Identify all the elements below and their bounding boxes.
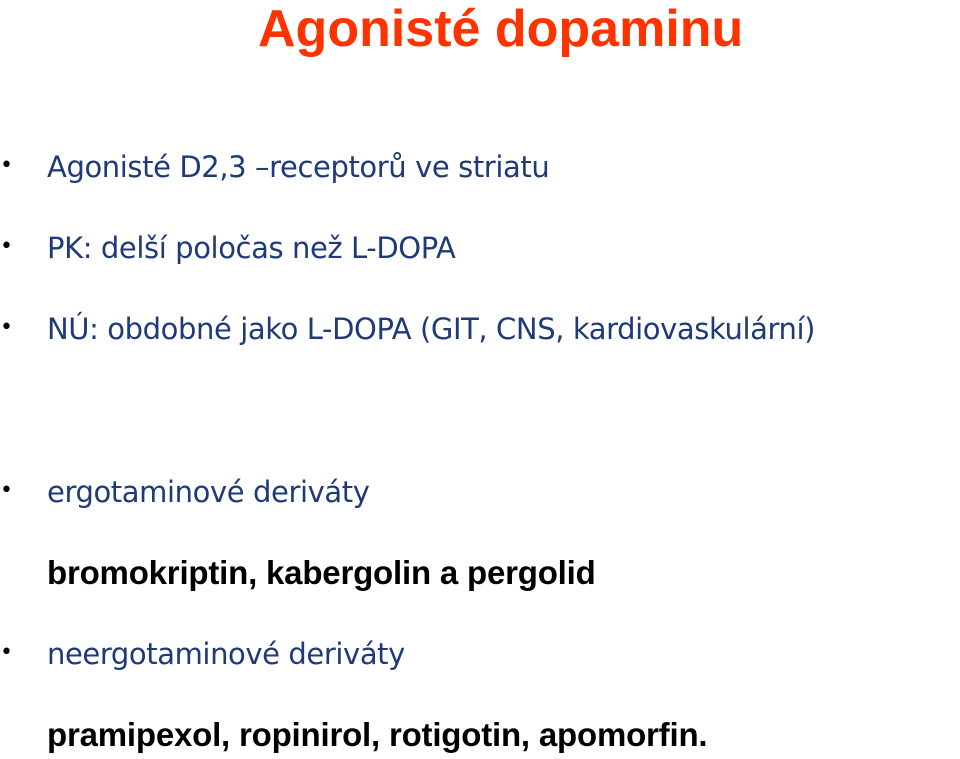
list-item-text: NÚ: obdobné jako L-DOPA (GIT, CNS, kardiovaskulární): [47, 312, 816, 346]
drug-list-text: bromokriptin, kabergolin a pergolid: [47, 554, 596, 591]
list-item-text: PK: delší poločas než L-DOPA: [47, 231, 456, 265]
bullet-icon: •: [0, 640, 13, 665]
bullet-icon: •: [0, 315, 13, 340]
list-item-text: neergotaminové deriváty: [47, 637, 405, 671]
bullet-icon: •: [0, 234, 13, 259]
list-item-text: Agonisté D2,3 –receptorů ve striatu: [47, 150, 550, 184]
bullet-icon: •: [0, 478, 13, 503]
bullet-icon: •: [0, 153, 13, 178]
drug-list-text: pramipexol, ropinirol, rotigotin, apomorfin.: [47, 716, 708, 753]
slide-title: Agonisté dopaminu: [258, 0, 744, 58]
list-item-text: ergotaminové deriváty: [47, 475, 370, 509]
